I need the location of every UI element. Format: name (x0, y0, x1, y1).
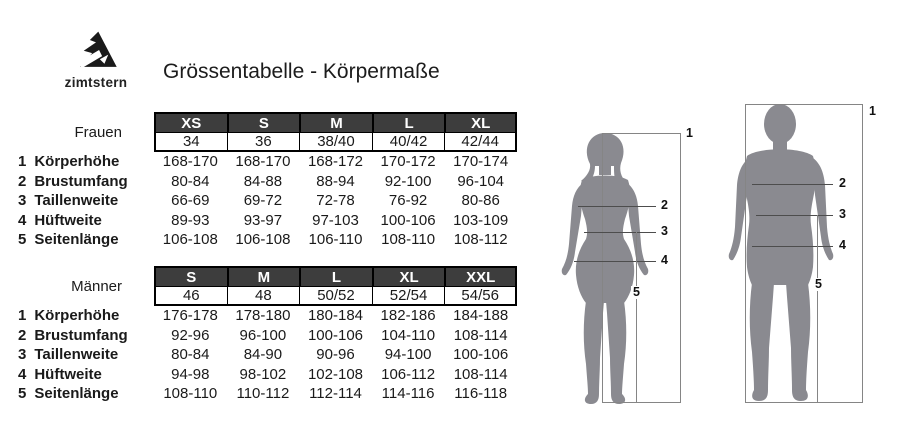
female-marker-2: 2 (661, 198, 668, 212)
measurement-value: 88-94 (316, 172, 355, 190)
measurement-label (0, 346, 154, 363)
page-title: Grössentabelle - Körpermaße (163, 60, 440, 83)
size-number-cell: 46 (154, 287, 227, 306)
female-waist-line (584, 232, 656, 233)
measurement-value: 182-186 (380, 307, 436, 325)
measurement-number: 3 (18, 192, 27, 210)
measurement-number: 5 (18, 231, 27, 249)
measurement-value: 98-102 (239, 365, 287, 383)
measurement-name: Seitenlänge (34, 231, 119, 249)
measurement-value: 94-98 (171, 365, 210, 383)
measurement-name: Brustumfang (34, 326, 128, 344)
measurement-value: 80-86 (461, 192, 500, 210)
measurement-name: Brustumfang (34, 172, 128, 190)
size-header-cell: S (227, 112, 300, 133)
size-header-cell: S (154, 266, 227, 287)
male-waist-line (756, 215, 833, 216)
men-measurement-row (0, 306, 517, 326)
measurement-value: 103-109 (453, 211, 509, 229)
measurement-value: 116-118 (454, 385, 508, 403)
men-size-table (0, 266, 517, 404)
measurement-value: 69-72 (243, 192, 283, 210)
measurement-name: Körperhöhe (34, 153, 120, 171)
zimtstern-star-icon (73, 26, 119, 74)
size-header-cell: XXL (444, 266, 517, 287)
measurement-value: 114-116 (381, 385, 435, 403)
measurement-value: 100-106 (380, 211, 436, 229)
brand-name: zimtstern (64, 75, 128, 90)
male-marker-4: 4 (839, 238, 846, 252)
male-marker-2: 2 (839, 176, 846, 190)
women-measurement-row (0, 172, 517, 192)
women-measurement-row (0, 191, 517, 211)
women-measurement-row (0, 211, 517, 231)
measurement-value: 106-110 (308, 231, 363, 249)
measurement-value: 80-84 (171, 346, 210, 364)
measurement-name: Taillenweite (34, 346, 119, 364)
measurement-value: 97-103 (312, 211, 359, 229)
size-header-cell: XL (444, 112, 517, 133)
measurement-name: Körperhöhe (34, 307, 120, 325)
measurement-value: 108-110 (381, 231, 436, 249)
measurement-label (0, 327, 154, 344)
measurement-number: 3 (18, 346, 27, 364)
female-marker-4: 4 (661, 253, 668, 267)
measurement-label (0, 307, 154, 324)
women-group-label: Frauen (74, 123, 122, 141)
women-measurement-row (0, 152, 517, 172)
size-header-cell: XL (372, 266, 445, 287)
measurement-name: Taillenweite (34, 192, 119, 210)
size-number-cell: 54/56 (444, 287, 517, 306)
size-number-cell: 42/44 (444, 133, 517, 152)
measurement-value: 170-174 (453, 153, 509, 171)
female-sidelength-line (636, 232, 637, 403)
female-marker-3: 3 (661, 224, 668, 238)
measurement-value: 110-112 (236, 385, 290, 403)
size-number-cell: 34 (154, 133, 227, 152)
women-measurement-rows (0, 152, 517, 250)
measurement-value: 108-110 (163, 385, 218, 403)
measurement-value: 93-97 (243, 211, 283, 229)
measurement-label (0, 366, 154, 383)
measurement-label (0, 385, 154, 402)
measurement-value: 100-106 (307, 326, 364, 344)
measurement-value: 168-170 (235, 153, 291, 171)
size-number-cell: 38/40 (299, 133, 372, 152)
measurement-value: 168-172 (307, 153, 364, 171)
male-marker-1: 1 (869, 104, 876, 118)
measurement-value: 92-100 (384, 172, 432, 190)
measurement-value: 108-112 (453, 231, 508, 249)
measurement-value: 106-108 (235, 231, 291, 249)
size-number-cell: 50/52 (299, 287, 372, 306)
measurement-label (0, 231, 154, 248)
male-hip-line (752, 246, 833, 247)
measurement-value: 168-170 (162, 153, 218, 171)
measurement-value: 80-84 (171, 172, 210, 190)
male-marker-5: 5 (815, 277, 822, 291)
measurement-value: 108-114 (453, 326, 508, 344)
male-chest-line (752, 184, 833, 185)
measurement-number: 2 (18, 172, 27, 190)
measurement-value: 84-88 (243, 172, 283, 190)
measurement-value: 178-180 (235, 307, 291, 325)
measurement-value: 102-108 (307, 365, 364, 383)
men-measurement-row (0, 326, 517, 346)
measurement-value: 84-90 (243, 346, 283, 364)
measurement-value: 180-184 (307, 307, 364, 325)
size-number-cell: 52/54 (372, 287, 445, 306)
measurement-number: 1 (18, 307, 27, 325)
measurement-value: 184-188 (453, 307, 509, 325)
men-measurement-row (0, 345, 517, 365)
measurement-value: 170-172 (380, 153, 436, 171)
women-measurement-row (0, 230, 517, 250)
measurement-number: 1 (18, 153, 27, 171)
female-marker-5: 5 (633, 285, 640, 299)
male-height-frame (745, 104, 863, 403)
measurement-name: Hüftweite (34, 211, 102, 229)
size-header-cell: L (372, 112, 445, 133)
men-measurement-rows (0, 306, 517, 404)
size-number-cell: 48 (227, 287, 300, 306)
measurement-value: 89-93 (171, 211, 210, 229)
measurement-number: 4 (18, 365, 27, 383)
size-header-cell: M (299, 112, 372, 133)
men-measurement-row (0, 384, 517, 404)
measurement-label (0, 192, 154, 209)
measurement-value: 112-114 (309, 385, 362, 403)
measurement-name: Hüftweite (34, 365, 102, 383)
measurement-value: 96-100 (239, 326, 287, 344)
measurement-value: 90-96 (316, 346, 355, 364)
measurement-value: 108-114 (453, 365, 508, 383)
male-sidelength-line (817, 215, 818, 403)
measurement-label (0, 212, 154, 229)
female-height-frame (602, 133, 681, 403)
measurement-value: 92-96 (171, 326, 210, 344)
female-chest-line (578, 206, 656, 207)
size-header-cell: L (299, 266, 372, 287)
measurement-value: 104-110 (381, 326, 436, 344)
measurement-name: Seitenlänge (34, 385, 119, 403)
measurement-value: 96-104 (457, 172, 505, 190)
measurement-number: 5 (18, 385, 27, 403)
measurement-value: 100-106 (453, 346, 509, 364)
measurement-value: 94-100 (384, 346, 432, 364)
measurement-value: 66-69 (171, 192, 210, 210)
size-number-cell: 36 (227, 133, 300, 152)
measurement-value: 72-78 (316, 192, 355, 210)
size-header-cell: M (227, 266, 300, 287)
measurement-value: 106-112 (381, 365, 436, 383)
measurement-value: 176-178 (162, 307, 218, 325)
brand-logo (56, 26, 136, 90)
female-marker-1: 1 (686, 126, 693, 140)
men-measurement-row (0, 365, 517, 385)
measurement-number: 2 (18, 326, 27, 344)
measurement-number: 4 (18, 211, 27, 229)
women-size-table (0, 112, 517, 250)
measurement-label (0, 153, 154, 170)
measurement-value: 106-108 (162, 231, 218, 249)
size-number-cell: 40/42 (372, 133, 445, 152)
measurement-label (0, 173, 154, 190)
men-group-label: Männer (71, 277, 122, 295)
male-marker-3: 3 (839, 207, 846, 221)
size-header-cell: XS (154, 112, 227, 133)
measurement-value: 76-92 (388, 192, 428, 210)
female-hip-line (574, 261, 656, 262)
